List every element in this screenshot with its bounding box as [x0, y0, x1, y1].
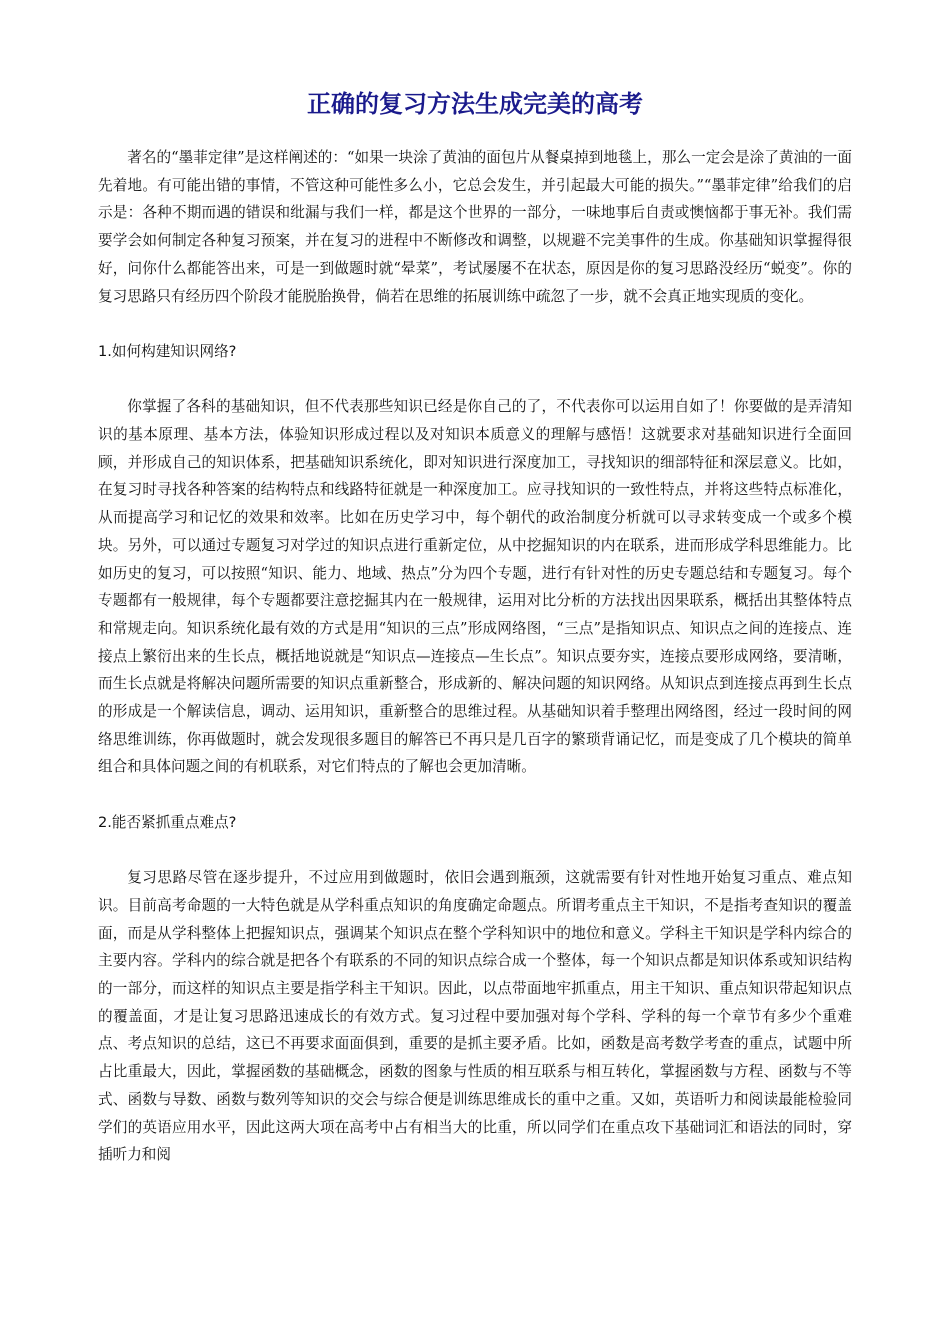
- section-body-1: 你掌握了各科的基础知识，但不代表那些知识已经是你自己的了，不代表你可以运用自如了！你要做的是弄清知识的基本原理、基本方法，体验知识形成过程以及对知识本质意义的理解与感悟！这就要求对基础知识进行全面回顾，并形成自己的知识体系，把基础知识系统化，即对知识进行深度加工，寻找知识的细部特征和深层意义。比如，在复习时寻找各种答案的结构特点和线路特征就是一种深度加工。应寻找知识的一致性特点，并将这些特点标准化，从而提高学习和记忆的效果和效率。比如在历史学习中，每个朝代的政治制度分析就可以寻求转变成一个或多个模块。另外，可以通过专题复习对学过的知识点进行重新定位，从中挖掘知识的内在联系，进而形成学科思维能力。比如历史的复习，可以按照“知识、能力、地域、热点”分为四个专题，进行有针对性的历史专题总结和专题复习。每个专题都有一般规律，每个专题都要注意挖掘其内在一般规律，运用对比分析的方法找出因果联系，概括出其整体特点和常规走向。知识系统化最有效的方式是用“知识的三点”形成网络图，“三点”是指知识点、知识点之间的连接点、连接点上繁衍出来的生长点，概括地说就是“知识点—连接点—生长点”。知识点要夯实，连接点要形成网络，要清晰，而生长点就是将解决问题所需要的知识点重新整合，形成新的、解决问题的知识网络。从知识点到连接点再到生长点的形成是一个解读信息，调动、运用知识，重新整合的思维过程。从基础知识着手整理出网络图，经过一段时间的网络思维训练，你再做题时，就会发现很多题目的解答已不再只是几百字的繁琐背诵记忆，而是变成了几个模块的简单组合和具体问题之间的有机联系，对它们特点的了解也会更加清晰。: [98, 398, 852, 776]
- paragraph-spacer: [98, 310, 852, 338]
- paragraph-spacer: [98, 366, 852, 394]
- section-heading-2: 2.能否紧抓重点难点?: [98, 813, 237, 831]
- paragraph-spacer: [98, 837, 852, 865]
- section-body-2: 复习思路尽管在逐步提升，不过应用到做题时，依旧会遇到瓶颈，这就需要有针对性地开始复习重点、难点知识。目前高考命题的一大特色就是从学科重点知识的角度确定命题点。所谓考重点主干知识，不是指考查知识的覆盖面，而是从学科整体上把握知识点，强调某个知识点在整个学科知识中的地位和意义。学科主干知识是学科内综合的主要内容。学科内的综合就是把各个有联系的不同的知识点综合成一个整体，每一个知识点都是知识体系或知识结构的一部分，而这样的知识点主要是指学科主干知识。因此，以点带面地牢抓重点，用主干知识、重点知识带起知识点的覆盖面，才是让复习思路迅速成长的有效方式。复习过程中要加强对每个学科、学科的每一个章节有多少个重难点、考点知识的总结，这已不再要求面面俱到，重要的是抓主要矛盾。比如，函数是高考数学考查的重点，试题中所占比重最大，因此，掌握函数的基础概念，函数的图象与性质的相互联系与相互转化，掌握函数与方程、函数与不等式、函数与导数、函数与数列等知识的交会与综合便是训练思维成长的重中之重。又如，英语听力和阅读最能检验同学们的英语应用水平，因此这两大项在高考中占有相当大的比重，所以同学们在重点攻下基础词汇和语法的同时，穿插听力和阅: [98, 869, 852, 1164]
- paragraph-spacer: [98, 781, 852, 809]
- section-heading-1: 1.如何构建知识网络?: [98, 342, 237, 360]
- intro-paragraph: 著名的“墨菲定律”是这样阐述的：“如果一块涂了黄油的面包片从餐桌掉到地毯上，那么一定会是涂了黄油的一面先着地。有可能出错的事情，不管这种可能性多么小，它总会发生，并引起最大可能的损失。”“墨菲定律”给我们的启示是：各种不期而遇的错误和纰漏与我们一样，都是这个世界的一部分，一味地事后自责或懊恼都于事无补。我们需要学会如何制定各种复习预案，并在复习的进程中不断修改和调整，以规避不完美事件的生成。你基础知识掌握得很好，问你什么都能答出来，可是一到做题时就“晕菜”，考试屡屡不在状态，原因是你的复习思路没经历“蜕变”。你的复习思路只有经历四个阶段才能脱胎换骨，倘若在思维的拓展训练中疏忽了一步，就不会真正地实现质的变化。: [98, 149, 852, 305]
- page-title: 正确的复习方法生成完美的高考: [307, 90, 643, 118]
- article-body: [98, 144, 852, 1169]
